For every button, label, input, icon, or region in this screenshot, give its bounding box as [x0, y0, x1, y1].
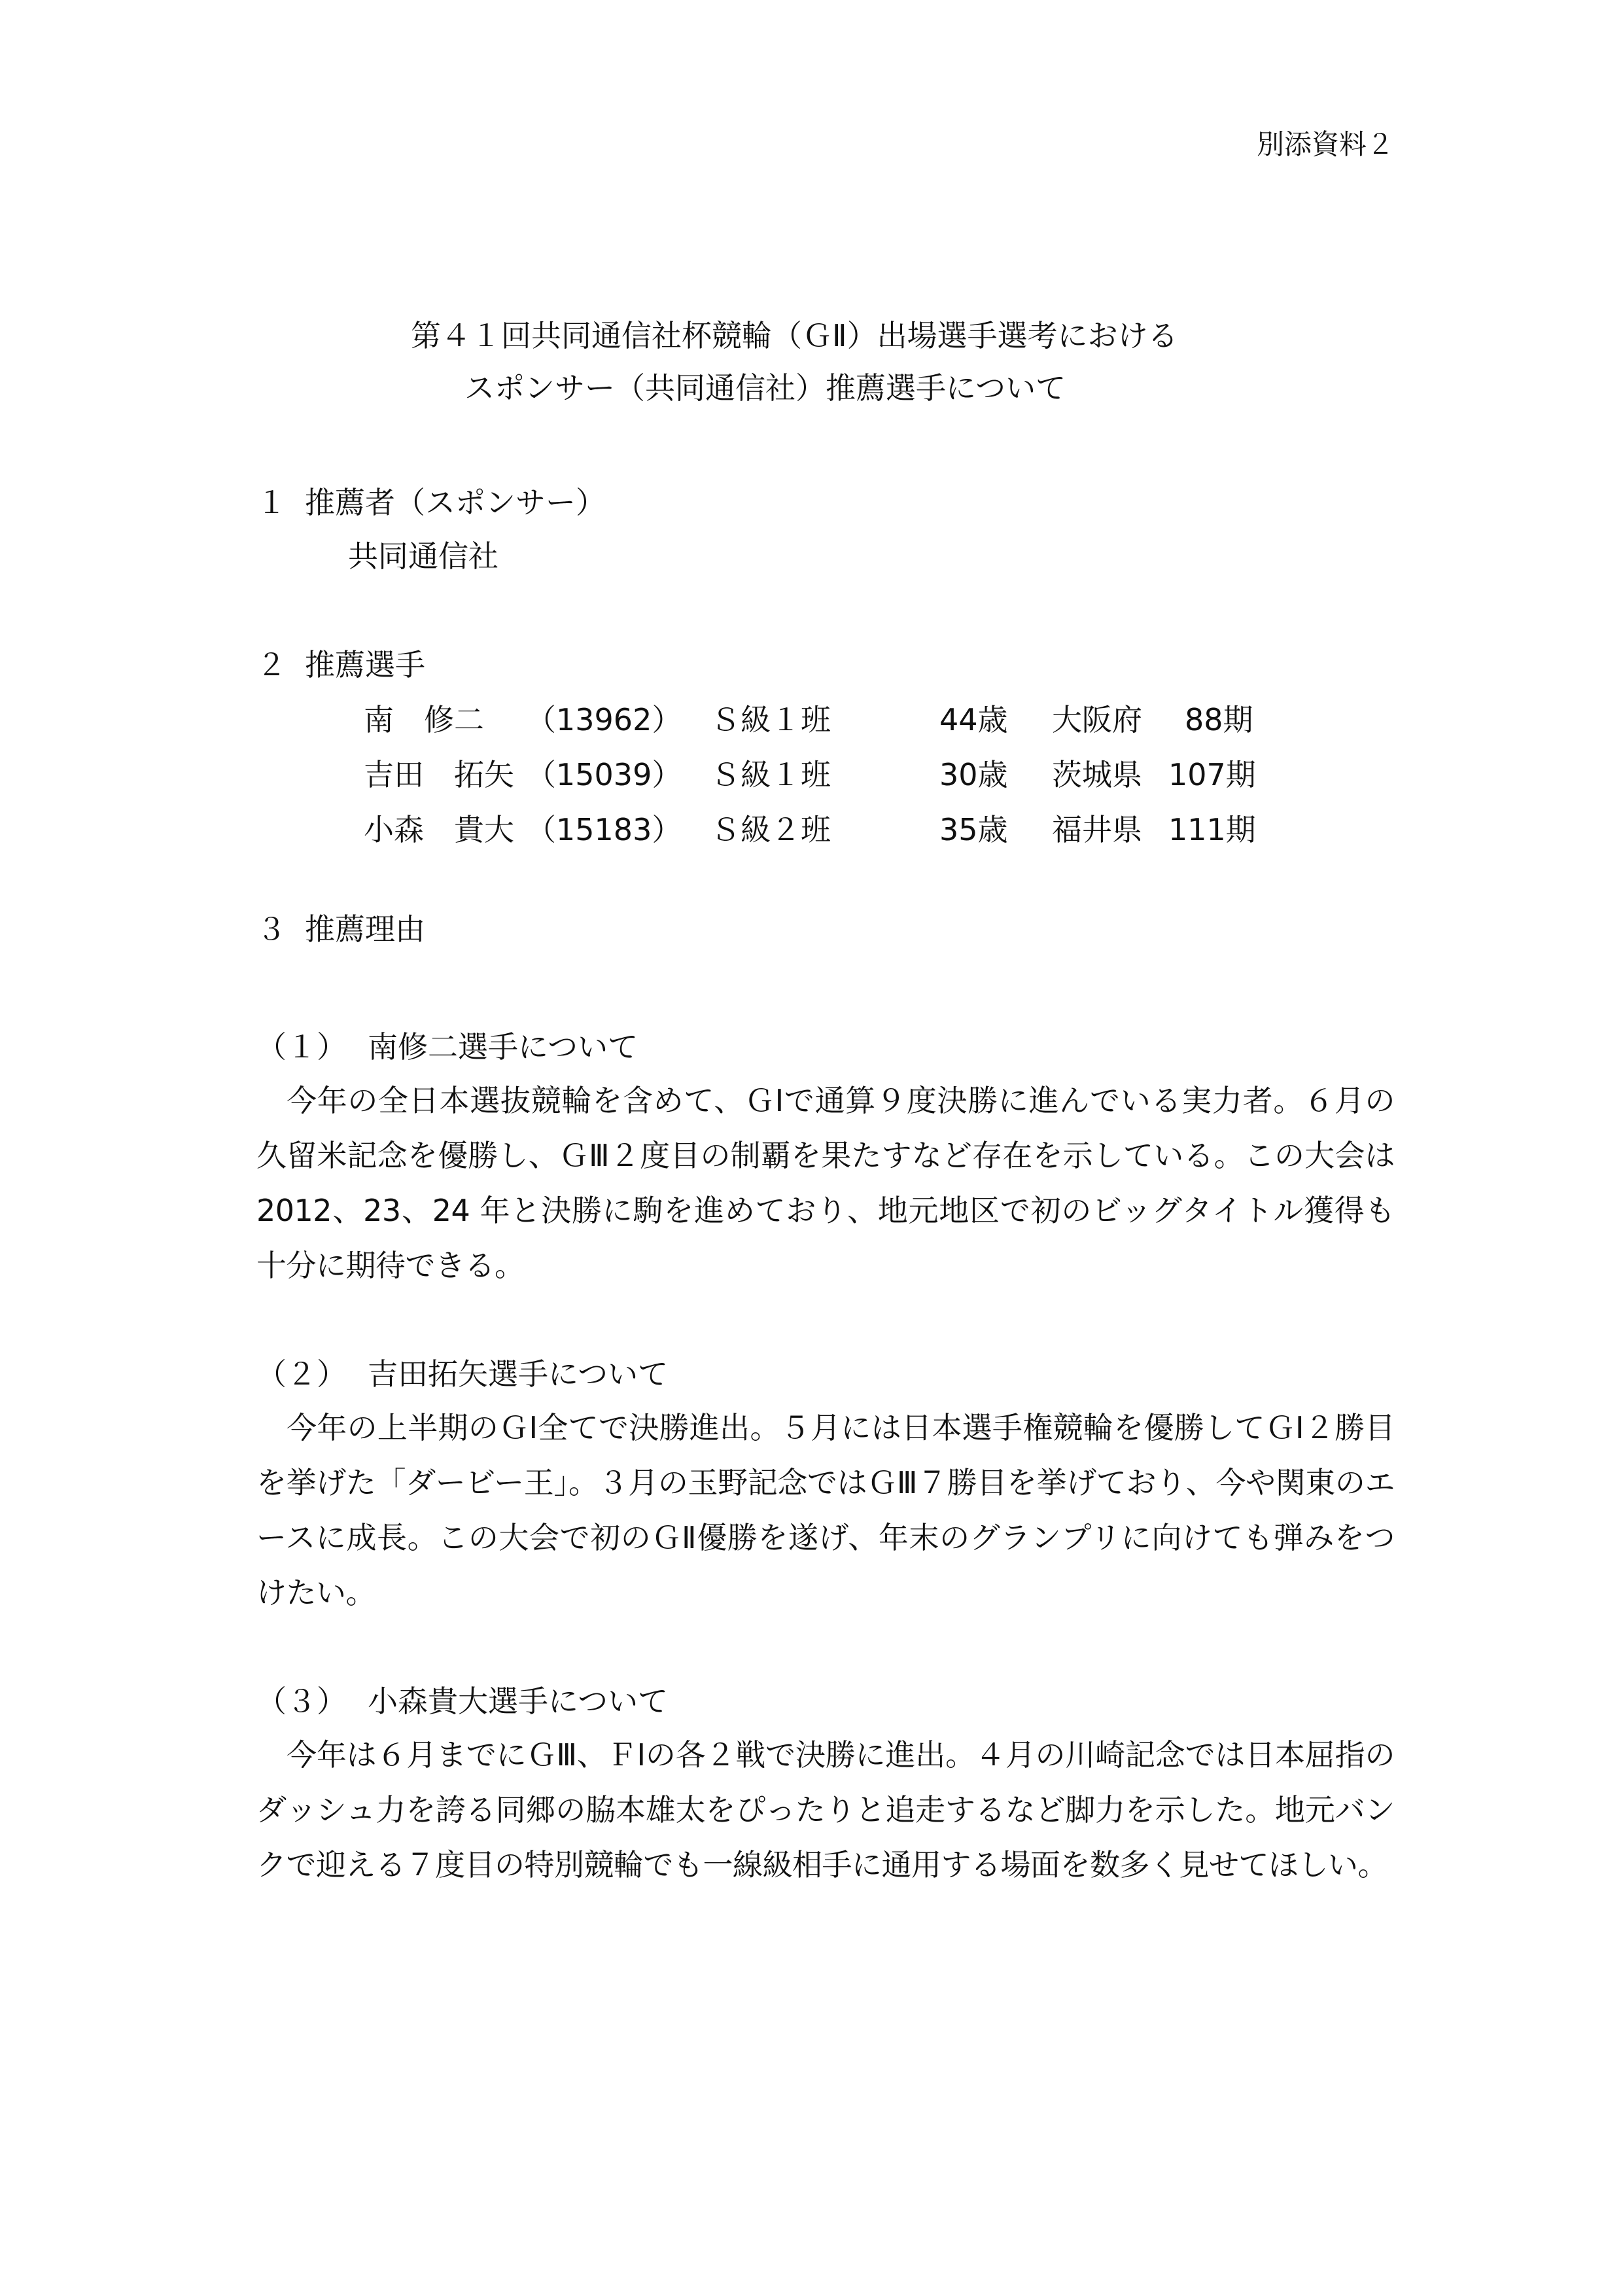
- rider-class: Ｓ級１班: [710, 702, 831, 737]
- rider-age: 30歳: [939, 757, 1008, 792]
- reason-1-body: 今年の全日本選抜競輪を含めて、ＧⅠで通算９度決勝に進んでいる実力者。６月の久留米記念を優勝し、ＧⅢ２度目の制覇を果たすなど存在を示している。この大会は2012、23、24 年と決勝に駒を進めており、地元地区で初のビッグタイトル獲得も十分に期待できる。: [256, 1083, 1395, 1283]
- reason-1-heading: [256, 1027, 638, 1067]
- title-line-2: スポンサー（共同通信社）推薦選手について: [464, 370, 1066, 406]
- rider-age: 44歳: [939, 702, 1008, 737]
- rider-class: Ｓ級１班: [710, 757, 831, 792]
- rider-prefecture: 大阪府: [1052, 702, 1142, 737]
- section-title: 推薦者（スポンサー）: [305, 485, 606, 520]
- reason-number: （３）: [256, 1684, 347, 1719]
- section-reasons-heading: [256, 910, 425, 949]
- reason-title: 吉田拓矢選手について: [368, 1356, 669, 1392]
- section-number: ２: [256, 647, 287, 682]
- reason-number: （２）: [256, 1356, 347, 1392]
- section-title: 推薦選手: [305, 647, 425, 682]
- reason-number: （１）: [256, 1029, 347, 1065]
- section-title: 推薦理由: [305, 911, 425, 947]
- rider-term: 107期: [1168, 757, 1256, 792]
- document-label: 別添資料２: [1256, 128, 1394, 160]
- rider-id: （15039）: [526, 757, 682, 792]
- rider-name: 南 修二: [364, 702, 484, 737]
- section-number: １: [256, 485, 287, 520]
- reason-title: 南修二選手について: [368, 1029, 638, 1065]
- reason-2-body: 今年の上半期のＧⅠ全てで決勝進出。５月には日本選手権競輪を優勝してＧⅠ２勝目を挙げた「ダービー王」。３月の玉野記念ではＧⅢ７勝目を挙げており、今や関東のエースに成長。この大会で初のＧⅡ優勝を遂げ、年末のグランプリに向けても弾みをつけたい。: [256, 1410, 1395, 1610]
- section-recommender-heading: [256, 483, 606, 522]
- rider-prefecture: 茨城県: [1052, 757, 1142, 792]
- rider-name: 吉田 拓矢: [364, 757, 514, 792]
- reason-3-heading: [256, 1682, 668, 1721]
- reason-title: 小森貴大選手について: [368, 1684, 669, 1719]
- reason-3-body: 今年は６月までにＧⅢ、ＦⅠの各２戦で決勝に進出。４月の川崎記念では日本屈指のダッシュ力を誇る同郷の脇本雄太をぴったりと追走するなど脚力を示した。地元バンクで迎える７度目の特別競輪でも一線級相手に通用する場面を数多く見せてほしい。: [256, 1737, 1395, 1882]
- rider-id: （15183）: [526, 812, 682, 847]
- sponsor-name: 共同通信社: [348, 539, 498, 574]
- rider-prefecture: 福井県: [1052, 812, 1142, 847]
- rider-id: （13962）: [526, 702, 682, 737]
- rider-term: 88期: [1185, 702, 1253, 737]
- rider-class: Ｓ級２班: [710, 812, 831, 847]
- rider-term: 111期: [1168, 812, 1256, 847]
- section-riders-heading: [256, 645, 425, 684]
- title-line-1: 第４１回共同通信社杯競輪（ＧⅡ）出場選手選考における: [411, 318, 1178, 353]
- rider-name: 小森 貴大: [364, 812, 514, 847]
- rider-age: 35歳: [939, 812, 1008, 847]
- reason-2-heading: [256, 1354, 668, 1394]
- section-number: ３: [256, 911, 287, 947]
